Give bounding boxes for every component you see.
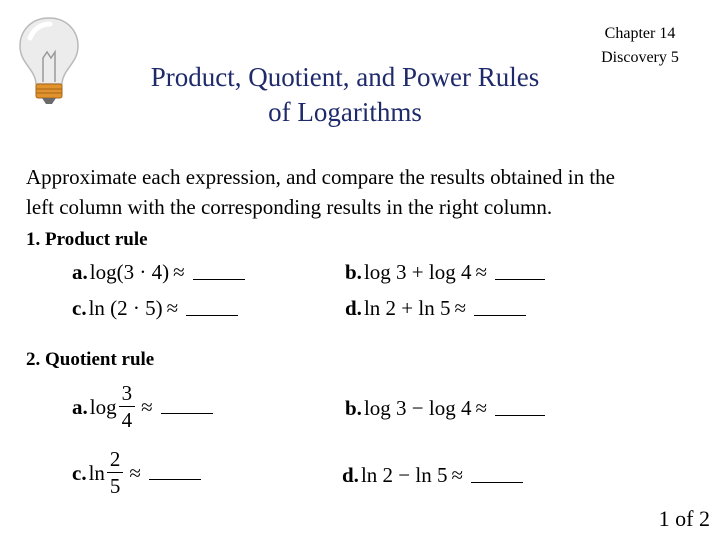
page-number: 1 of 2	[658, 506, 710, 531]
chapter-line-1: Chapter 14	[604, 25, 676, 42]
quotient-item-c	[72, 446, 201, 499]
answer-blank	[474, 301, 526, 316]
product-item-c	[72, 294, 238, 322]
product-item-d	[345, 294, 526, 322]
approx-symbol: ≈	[129, 460, 141, 485]
item-expression: ln 2 − ln 5	[360, 463, 448, 487]
item-function: ln	[88, 460, 105, 485]
lightbulb-icon	[14, 14, 84, 106]
chapter-label	[585, 22, 695, 70]
approx-symbol: ≈	[173, 260, 185, 284]
page-title	[100, 60, 590, 130]
quotient-item-a	[72, 380, 213, 433]
item-label: d.	[345, 296, 362, 320]
instructions-line-2: left column with the corresponding results in the right column.	[26, 195, 553, 219]
item-label: d.	[342, 463, 359, 487]
item-label: b.	[345, 260, 362, 284]
quotient-item-b	[345, 394, 545, 422]
numerator: 2	[107, 446, 124, 473]
instructions-line-1: Approximate each expression, and compare the results obtained in the	[26, 165, 615, 189]
approx-symbol: ≈	[166, 296, 179, 320]
product-item-a	[72, 258, 245, 286]
answer-blank	[186, 301, 238, 316]
item-function: log	[89, 394, 117, 419]
product-rule-heading: 1. Product rule	[26, 229, 148, 250]
quotient-item-d	[342, 461, 523, 489]
chapter-line-2: Discovery 5	[601, 49, 679, 66]
answer-blank	[471, 468, 523, 483]
item-label: b.	[345, 396, 362, 420]
approx-symbol: ≈	[141, 394, 153, 419]
item-label: c.	[72, 296, 87, 320]
denominator: 4	[121, 408, 133, 432]
product-item-b	[345, 258, 545, 286]
title-line-2: of Logarithms	[268, 97, 422, 127]
item-label: c.	[72, 460, 87, 485]
quotient-rule-heading: 2. Quotient rule	[26, 349, 155, 370]
fraction	[119, 380, 136, 433]
approx-symbol: ≈	[475, 396, 487, 420]
approx-symbol: ≈	[475, 260, 487, 284]
item-expression: log 3 + log 4	[363, 260, 472, 284]
item-expression: ln 2 + ln 5	[363, 296, 451, 320]
answer-blank	[161, 399, 213, 414]
answer-blank	[495, 401, 545, 416]
denominator: 5	[109, 474, 121, 498]
fraction	[107, 446, 124, 499]
answer-blank	[495, 265, 545, 280]
numerator: 3	[119, 380, 136, 407]
answer-blank	[149, 465, 201, 480]
item-label: a.	[72, 260, 88, 284]
approx-symbol: ≈	[454, 296, 466, 320]
item-expression: log 3 − log 4	[363, 396, 472, 420]
approx-symbol: ≈	[451, 463, 463, 487]
item-label: a.	[72, 394, 88, 419]
instructions-text	[26, 162, 716, 222]
item-expression: ln (2 · 5)	[88, 296, 163, 320]
item-expression: log(3 · 4)	[89, 260, 170, 284]
title-line-1: Product, Quotient, and Power Rules	[150, 62, 540, 92]
answer-blank	[193, 265, 245, 280]
